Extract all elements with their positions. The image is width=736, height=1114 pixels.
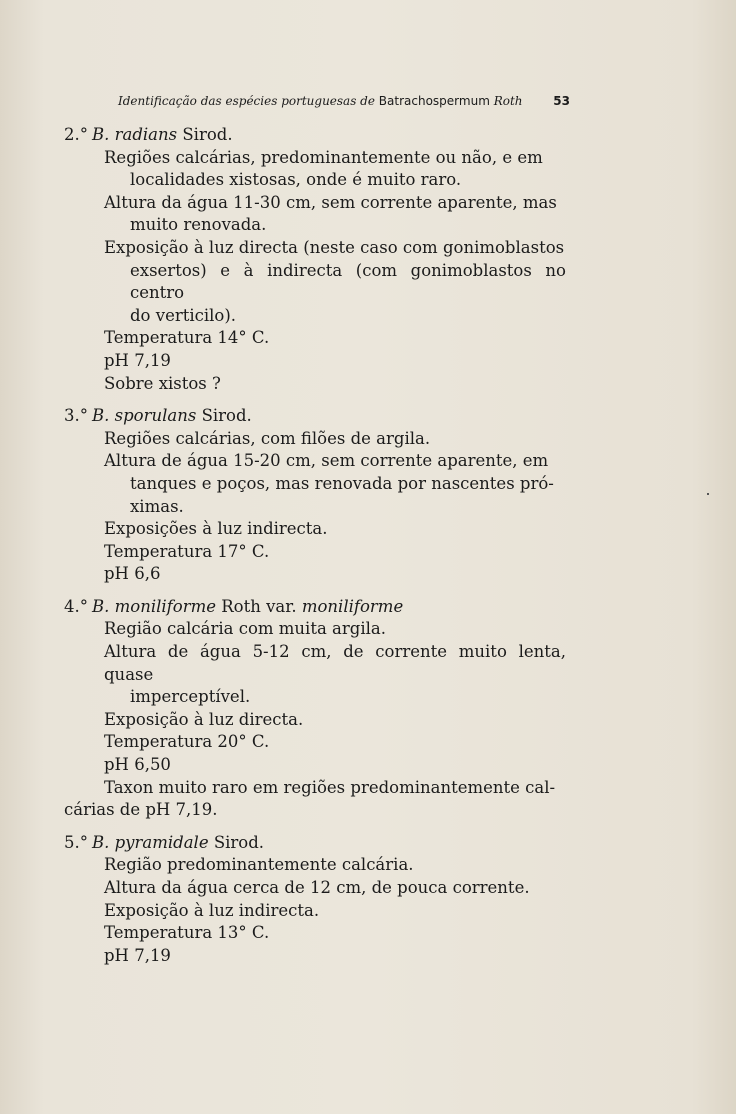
habitat-line <box>64 563 574 586</box>
line-text: pH 6,6 <box>104 564 161 584</box>
species-name: B. pyramidale <box>92 832 209 852</box>
line-text: ximas. <box>130 496 184 516</box>
habitat-line <box>64 541 574 564</box>
page-number: 53 <box>553 94 570 108</box>
line-text: localidades xistosas, onde é muito raro. <box>130 170 462 190</box>
habitat-line <box>64 945 574 968</box>
species-heading <box>64 405 574 428</box>
line-text: Exposições à luz indirecta. <box>104 519 328 539</box>
species-authority: Sirod. <box>182 125 233 144</box>
line-text: pH 6,50 <box>104 755 171 775</box>
page-body <box>64 124 574 977</box>
habitat-line <box>64 350 574 373</box>
line-text: Exposição à luz indirecta. <box>104 900 320 920</box>
habitat-line <box>64 618 574 641</box>
habitat-line <box>64 754 574 777</box>
speck <box>707 493 709 495</box>
line-text: Sobre xistos ? <box>104 373 221 393</box>
line-text: Regiões calcárias, com filões de argila. <box>104 428 431 448</box>
habitat-line <box>64 854 574 877</box>
line-text: pH 7,19 <box>104 350 171 370</box>
habitat-line <box>64 922 574 945</box>
species-heading <box>64 596 574 619</box>
line-text: Exposição à luz directa. <box>104 709 304 729</box>
species-authority: Sirod. <box>213 832 265 852</box>
line-text: Altura de água 5-12 cm, de corrente muito lenta, quase <box>104 642 566 684</box>
line-text: do verticilo). <box>130 305 237 325</box>
line-text: Regiões calcárias, predominantemente ou não, e em <box>104 147 543 167</box>
entry-number: 3.° <box>64 406 88 426</box>
line-text: Exposição à luz directa (neste caso com gonimoblastos <box>104 237 565 257</box>
habitat-line <box>64 900 574 923</box>
line-text: Altura da água cerca de 12 cm, de pouca corrente. <box>104 878 530 897</box>
line-text: Temperatura 13° C. <box>104 923 270 943</box>
line-text: Região calcária com muita argila. <box>104 619 386 639</box>
habitat-line <box>64 518 574 541</box>
line-text: pH 7,19 <box>104 945 171 965</box>
habitat-line <box>64 877 574 900</box>
line-text: muito renovada. <box>130 215 267 235</box>
species-entry <box>64 405 574 586</box>
species-authority: Sirod. <box>201 406 252 426</box>
habitat-line <box>64 641 574 709</box>
line-text: Altura da água 11-30 cm, sem corrente aparente, mas <box>104 192 557 212</box>
habitat-line <box>64 147 574 192</box>
entry-number: 2.° <box>64 125 88 144</box>
habitat-line <box>64 777 574 800</box>
running-head-title: Identificação das espécies portuguesas de <box>118 94 375 108</box>
line-text: Taxon muito raro em regiões predominantemente cal- <box>104 777 556 797</box>
line-text: Altura de água 15-20 cm, sem corrente aparente, em <box>104 451 549 471</box>
species-name: B. sporulans <box>92 406 197 426</box>
species-entry <box>64 596 574 822</box>
variety-name: moniliforme <box>301 596 404 616</box>
species-heading <box>64 832 574 855</box>
species-name: B. moniliforme <box>92 596 216 616</box>
habitat-line <box>64 709 574 732</box>
line-text: Temperatura 14° C. <box>104 328 270 348</box>
habitat-line <box>64 192 574 237</box>
species-authority: Roth var. <box>221 596 297 616</box>
line-text: tanques e poços, mas renovada por nascentes pró- <box>130 473 554 493</box>
entry-number: 5.° <box>64 832 88 852</box>
habitat-line <box>64 428 574 451</box>
habitat-line <box>64 237 574 327</box>
running-head-author: Roth <box>493 94 523 108</box>
habitat-line <box>64 327 574 350</box>
line-text: Temperatura 20° C. <box>104 732 270 752</box>
habitat-line <box>64 731 574 754</box>
line-text: Região predominantemente calcária. <box>104 855 414 875</box>
running-head <box>118 94 570 108</box>
line-text: imperceptível. <box>130 687 251 707</box>
species-entry <box>64 832 574 968</box>
entry-number: 4.° <box>64 596 88 616</box>
habitat-line <box>64 450 574 518</box>
habitat-line-continuation: cárias de pH 7,19. <box>64 800 218 820</box>
species-heading <box>64 124 574 147</box>
habitat-line <box>64 373 574 396</box>
line-text: Temperatura 17° C. <box>104 541 270 561</box>
running-head-genus: Batrachospermum <box>378 94 490 108</box>
species-name: B. radians <box>92 125 178 144</box>
species-entry <box>64 124 574 395</box>
line-text: exsertos) e à indirecta (com gonimoblastos no centro <box>130 260 566 303</box>
